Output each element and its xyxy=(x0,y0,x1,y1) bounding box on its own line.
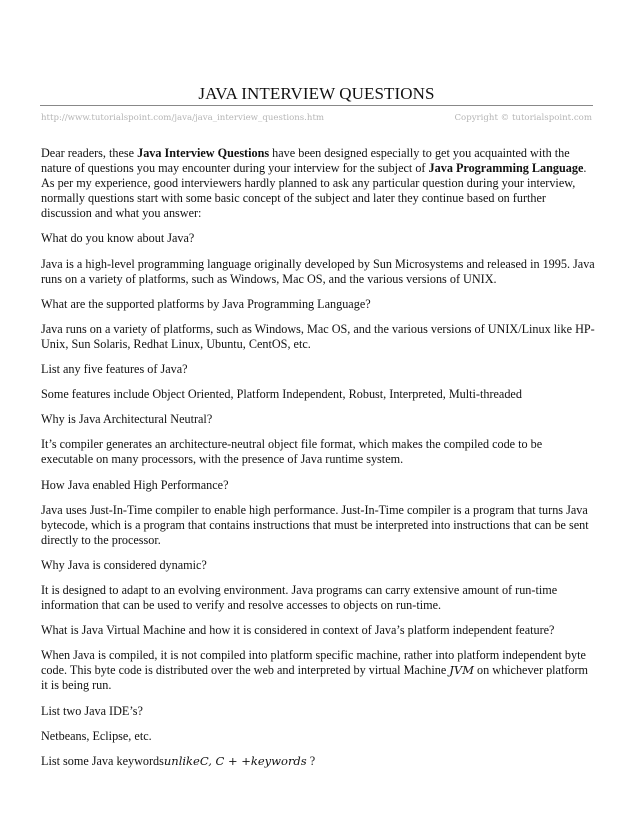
question-7: What is Java Virtual Machine and how it is considered in context of Java’s platform independent feature? xyxy=(41,623,555,638)
answer-7 xyxy=(41,648,597,693)
header-rule xyxy=(40,105,593,106)
document-body xyxy=(41,146,597,779)
question-9-text: List some Java keywords xyxy=(41,753,164,768)
answer-3: Some features include Object Oriented, Platform Independent, Robust, Interpreted, Multi-threaded xyxy=(41,387,522,402)
source-url: http://www.tutorialspoint.com/java/java_interview_questions.htm xyxy=(41,113,325,123)
intro-paragraph xyxy=(41,146,597,221)
question-8: List two Java IDE’s? xyxy=(41,703,143,718)
answer-7-text: When Java is compiled, it is not compiled into platform specific machine, rather into platform independent byte code. This byte code is distributed over the web and interpreted by virtual Machine xyxy=(41,648,586,678)
intro-text-1: Dear readers, these xyxy=(41,146,138,160)
intro-bold-1: Java Interview Questions xyxy=(137,146,270,160)
question-4: Why is Java Architectural Neutral? xyxy=(41,412,213,427)
intro-text-3: . As per my experience, good interviewers hardly planned to ask any particular question during your interview, normally questions start with some basic concept of the subject and later they continue based on further discussion and what you answer: xyxy=(41,161,587,221)
intro-bold-2: Java Programming Language xyxy=(428,161,584,176)
answer-2: Java runs on a variety of platforms, such as Windows, Mac OS, and the various versions of UNIX/Linux like HP-Unix, Sun Solaris, Redhat Linux, Ubuntu, CentOS, etc. xyxy=(41,321,595,351)
answer-7-math: JVM xyxy=(449,663,474,678)
question-9-math: unlikeC, C + +keywords xyxy=(163,753,307,768)
question-9-tail: ? xyxy=(306,753,316,768)
question-1: What do you know about Java? xyxy=(41,231,195,246)
question-9 xyxy=(41,754,597,769)
answer-8: Netbeans, Eclipse, etc. xyxy=(41,728,152,743)
answer-1: Java is a high-level programming language originally developed by Sun Microsystems and released in 1995. Java runs on a variety of platforms, such as Windows, Mac OS, and the various versions of UNIX. xyxy=(41,256,595,286)
question-5: How Java enabled High Performance? xyxy=(41,477,229,492)
answer-5: Java uses Just-In-Time compiler to enable high performance. Just-In-Time compiler is a program that turns Java bytecode, which is a program that contains instructions that must be interpreted into instructions that can be sent directly to the processor. xyxy=(41,502,589,547)
question-6: Why Java is considered dynamic? xyxy=(41,557,207,572)
page-title: JAVA INTERVIEW QUESTIONS xyxy=(198,84,435,103)
intro-text-2: have been designed especially to get you acquainted with the nature of questions you may encounter during your interview for the subject of xyxy=(41,146,570,176)
answer-7-tail: on whichever platform it is being run. xyxy=(41,663,589,693)
question-2: What are the supported platforms by Java Programming Language? xyxy=(41,296,371,311)
question-3: List any five features of Java? xyxy=(41,362,188,377)
answer-4: It’s compiler generates an architecture-neutral object file format, which makes the compiled code to be executable on many processors, with the presence of Java runtime system. xyxy=(41,437,543,467)
answer-6: It is designed to adapt to an evolving environment. Java programs can carry extensive amount of run-time information that can be used to verify and resolve accesses to objects on run-time. xyxy=(41,582,558,613)
copyright-notice: Copyright © tutorialspoint.com xyxy=(454,113,592,123)
